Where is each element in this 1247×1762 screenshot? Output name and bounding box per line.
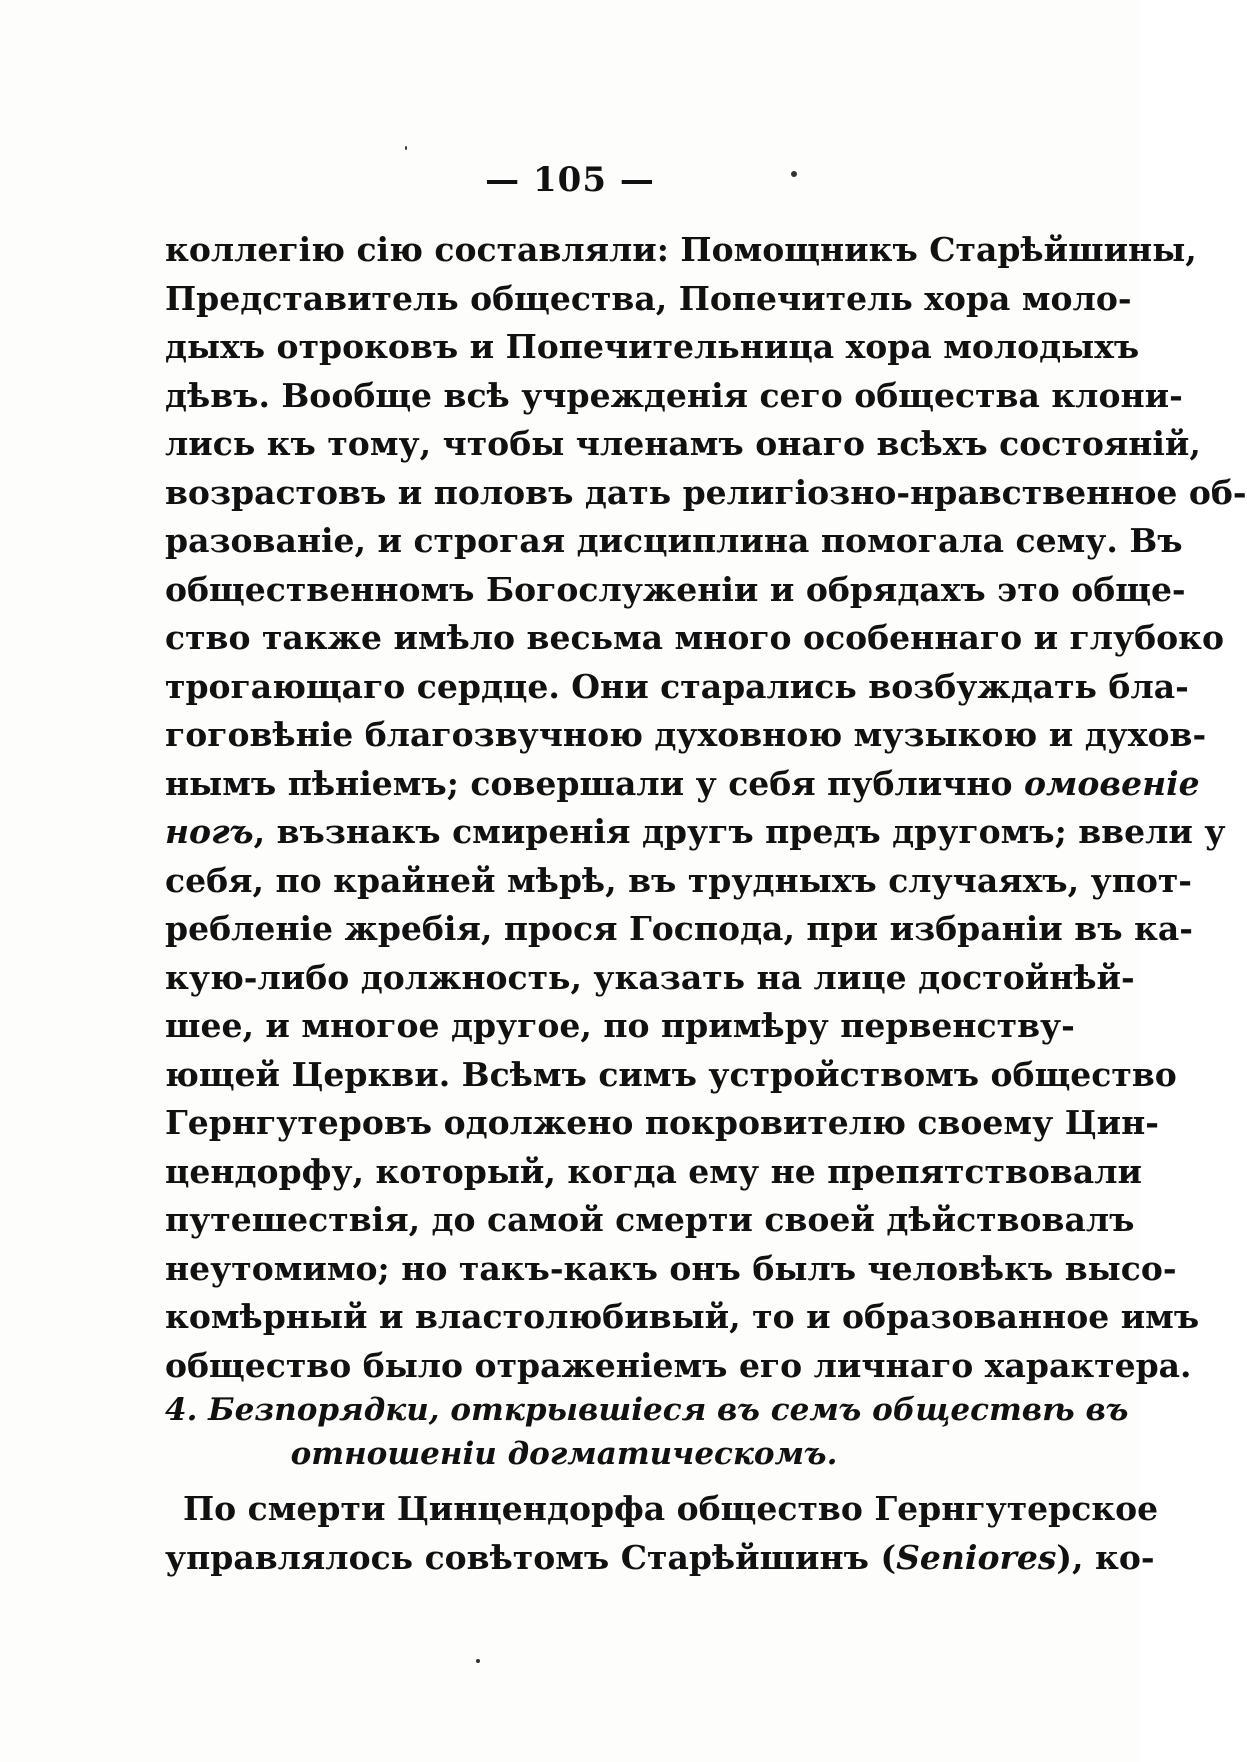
next-paragraph — [165, 1485, 1159, 1582]
text-line: Гернгутеровъ одолжено покровителю своему Цин- — [165, 1103, 1159, 1142]
text-line: ющей Церкви. Всѣмъ симъ устройствомъ общество — [165, 1054, 1177, 1094]
text-line: путешествія, до самой смерти своей дѣйствовалъ — [165, 1200, 1135, 1239]
text-line: комѣрный и властолюбивый, то и образованное имъ — [165, 1297, 1200, 1336]
text-line: трогающаго сердце. Они старались возбуждать бла- — [165, 666, 1189, 706]
text-line: лись къ тому, чтобы членамъ онаго всѣхъ состояній, — [165, 424, 1201, 463]
text-line: дѣвъ. Вообще всѣ учрежденія сего общества клони- — [165, 375, 1183, 415]
section-heading — [165, 1388, 1129, 1476]
text-line: ребленіе жребія, прося Господа, при избраніи въ ка- — [165, 909, 1193, 948]
text-line: ство также имѣло весьма много особеннаго и глубоко — [165, 618, 1225, 657]
section-heading-line: 4. Безпорядки, открывшіеся въ семъ обществѣ въ — [165, 1392, 1129, 1428]
page-number: — 105 — — [485, 160, 655, 200]
text-line: общественномъ Богослуженіи и обрядахъ это обще- — [165, 569, 1186, 609]
text-line: дыхъ отроковъ и Попечительница хора молодыхъ — [165, 327, 1140, 366]
text-line: По смерти Цинцендорфа общество Гернгутерское — [183, 1489, 1159, 1528]
italic-phrase: Seniores — [896, 1537, 1057, 1577]
text-line: цендорфу, который, когда ему не препятствовали — [165, 1151, 1142, 1191]
text-line-mixed — [165, 760, 1200, 809]
text-run: нымъ пѣніемъ; совершали у себя публично — [165, 763, 1013, 803]
text-line: Представитель общества, Попечитель хора моло- — [165, 278, 1132, 318]
text-line: кую-либо должность, указать на лице достойнѣй- — [165, 957, 1135, 997]
text-line: себя, по крайней мѣрѣ, въ трудныхъ случаяхъ, упот- — [165, 860, 1192, 900]
body-paragraph — [165, 226, 1247, 1390]
text-line: неутомимо; но такъ-какъ онъ былъ человѣкъ высо- — [165, 1248, 1177, 1288]
scan-speck — [405, 146, 407, 150]
italic-phrase: ногъ — [165, 812, 254, 851]
italic-phrase: омовеніе — [1024, 763, 1200, 803]
text-line: гоговѣніе благозвучною духовною музыкою и духов- — [165, 715, 1207, 754]
text-run: , възнакъ смиренія другъ предъ другомъ; ввели у — [253, 812, 1226, 851]
text-line-mixed — [165, 1534, 1155, 1583]
text-line: общество было отраженіемъ его личнаго характера. — [165, 1345, 1192, 1385]
text-run: ), ко- — [1056, 1537, 1155, 1577]
section-heading-line: отношеніи догматическомъ. — [290, 1436, 838, 1472]
text-line: шее, и многое другое, по примѣру первенству- — [165, 1006, 1075, 1045]
scan-speck — [476, 1659, 480, 1663]
text-line: возрастовъ и половъ дать религіозно-нравственное об- — [165, 472, 1247, 512]
text-line: коллегію сію составляли: Помощникъ Старѣйшины, — [165, 230, 1197, 269]
text-line-mixed — [165, 808, 1226, 857]
text-run: управлялось совѣтомъ Старѣйшинъ ( — [165, 1537, 897, 1577]
text-line: разованіе, и строгая дисциплина помогала сему. Въ — [165, 521, 1183, 560]
scan-speck — [791, 171, 797, 177]
